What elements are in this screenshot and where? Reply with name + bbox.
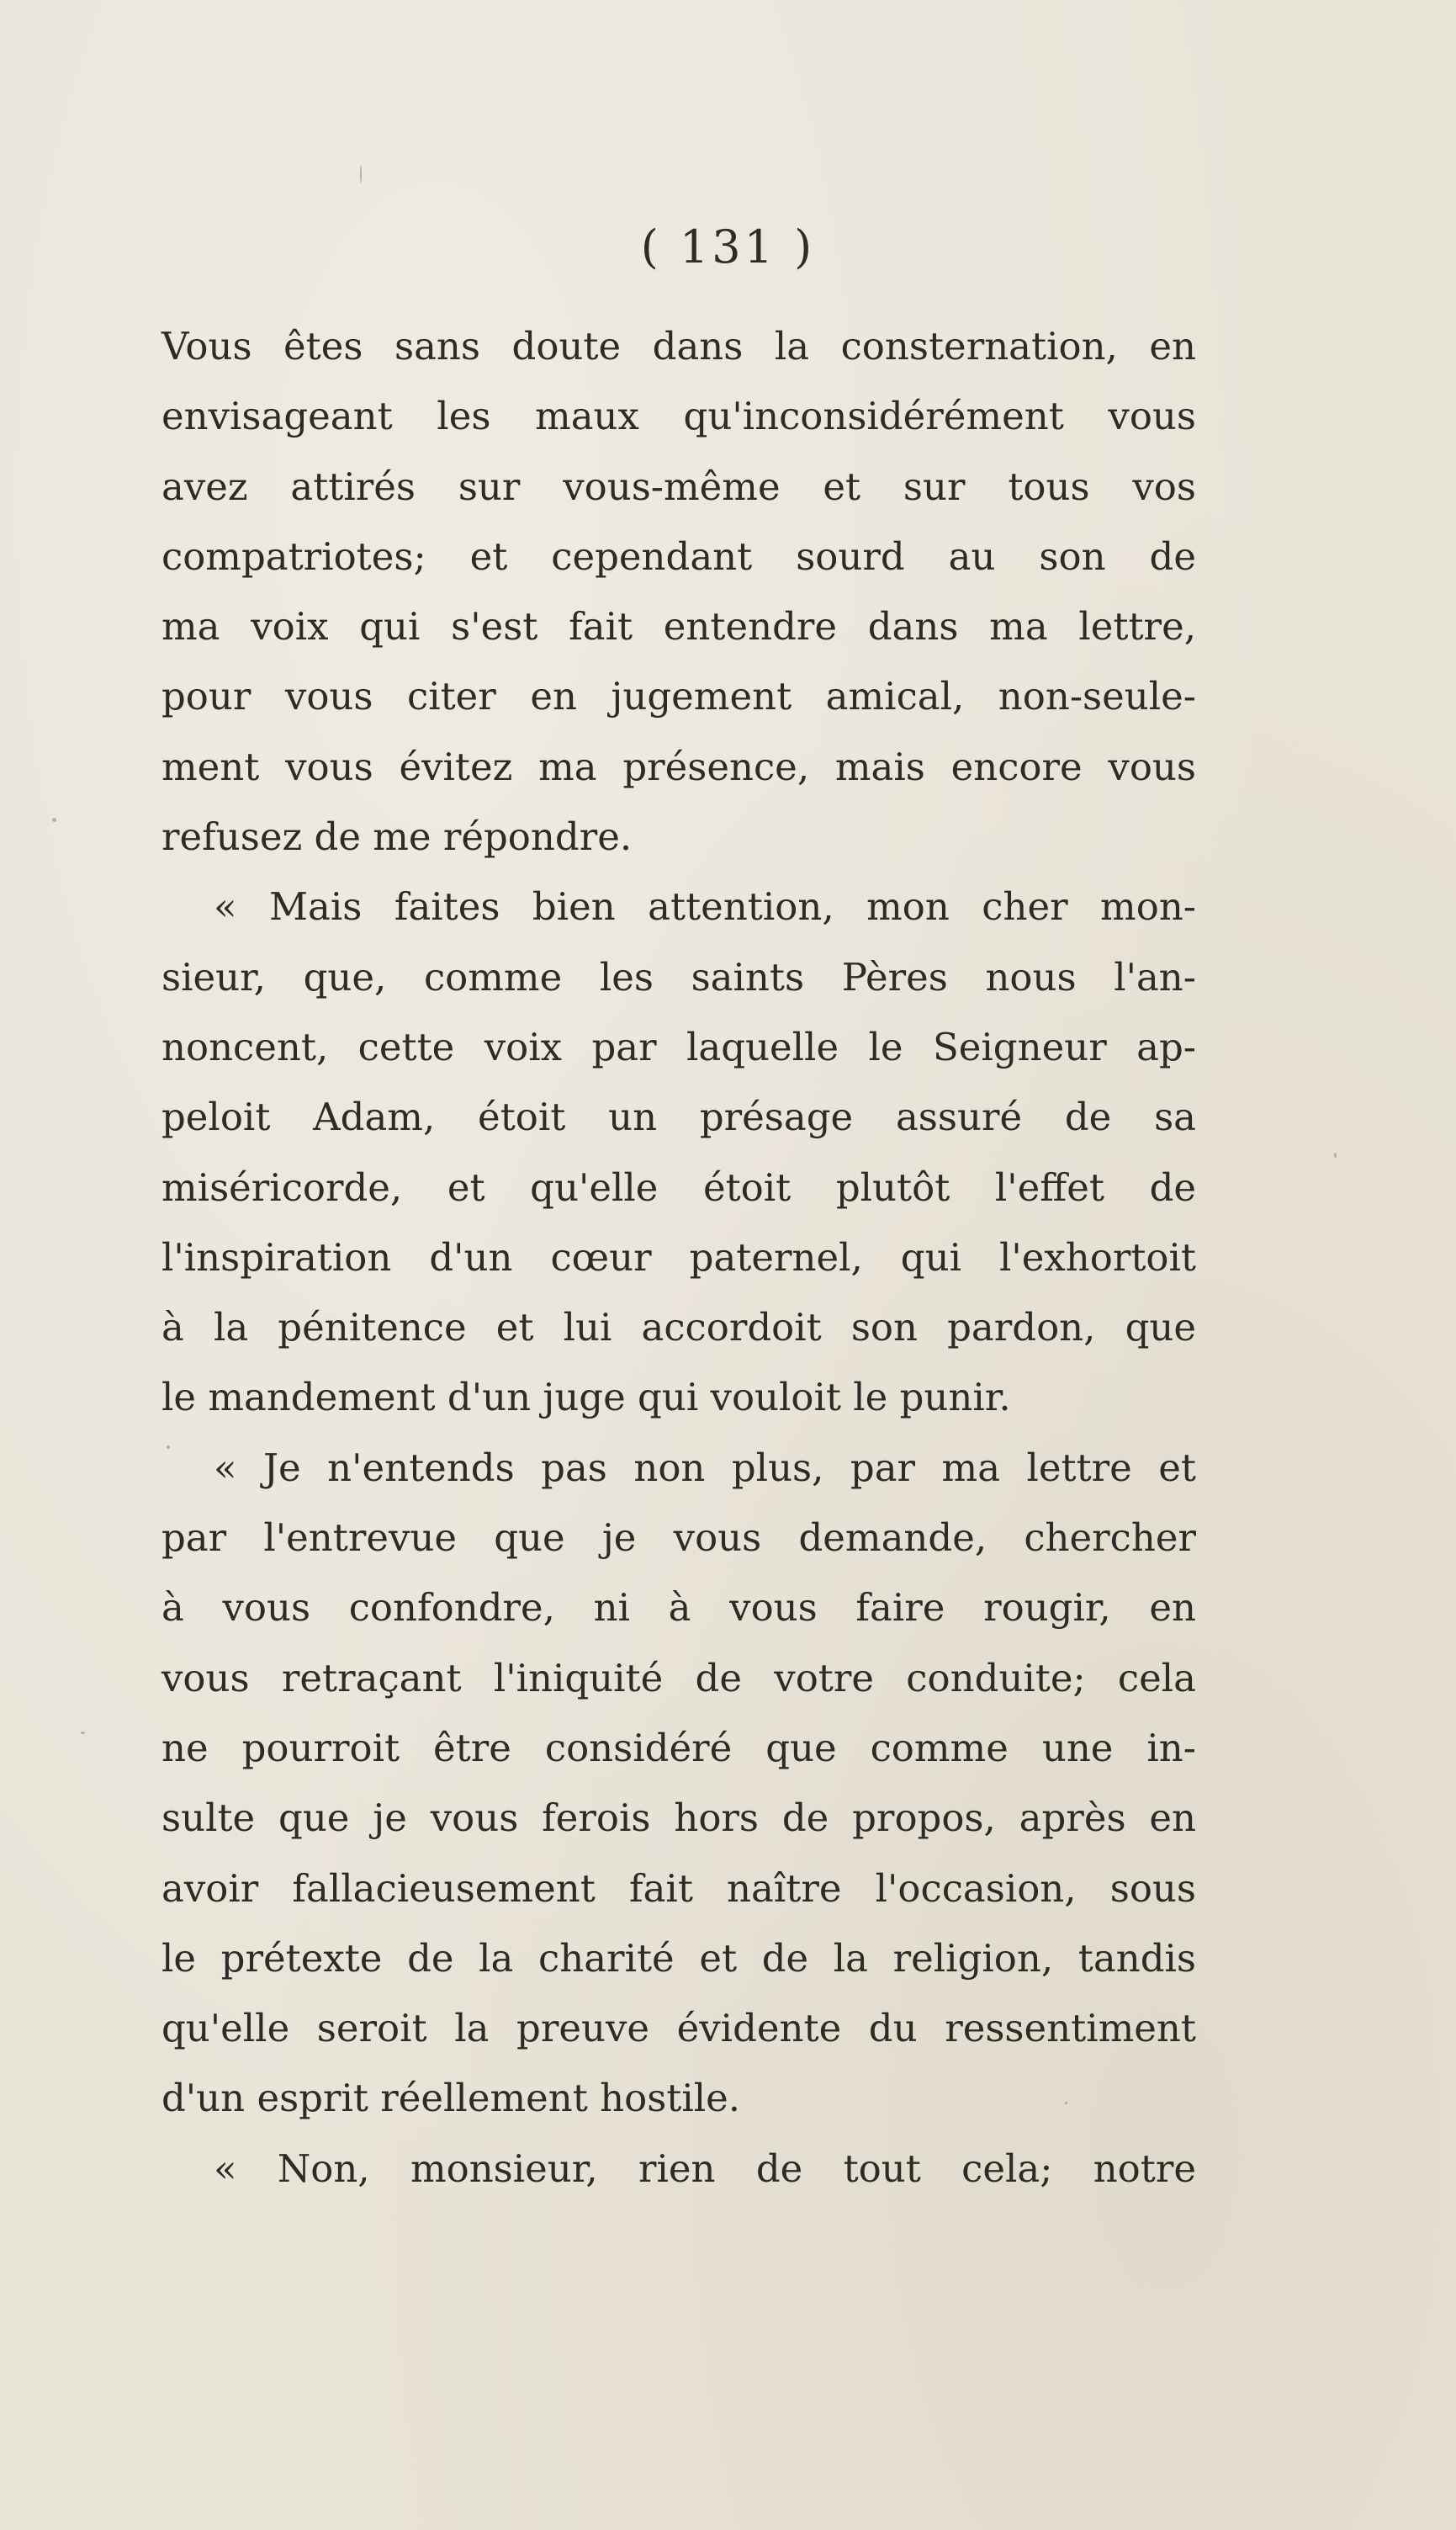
text-line: l'inspiration d'un cœur paternel, qui l'exhortoit	[161, 1234, 1196, 1280]
paper-speck	[1334, 1153, 1337, 1158]
text-line: pour vous citer en jugement amical, non-seule-	[161, 674, 1196, 719]
text-line: d'un esprit réellement hostile.	[161, 2076, 741, 2121]
paper-speck	[52, 818, 56, 822]
text-line: noncent, cette voix par laquelle le Seigneur ap-	[161, 1024, 1196, 1069]
text-line: ne pourroit être considéré que comme une in-	[161, 1725, 1196, 1770]
text-line: miséricorde, et qu'elle étoit plutôt l'effet de	[161, 1164, 1196, 1210]
text-line: à vous confondre, ni à vous faire rougir, en	[161, 1585, 1196, 1631]
text-line: vous retraçant l'iniquité de votre conduite; cela	[161, 1655, 1196, 1700]
text-line: Vous êtes sans doute dans la consternation, en	[161, 324, 1196, 369]
text-line: ma voix qui s'est fait entendre dans ma lettre,	[161, 604, 1196, 650]
text-line: avoir fallacieusement fait naître l'occasion, sous	[161, 1865, 1196, 1911]
paper-speck	[167, 1445, 170, 1449]
text-line: avez attirés sur vous-même et sur tous vos	[161, 464, 1196, 509]
text-line: « Non, monsieur, rien de tout cela; notre	[214, 2145, 1196, 2191]
body-text	[161, 311, 1196, 2204]
paper-speck	[81, 1732, 85, 1734]
text-line: envisageant les maux qu'inconsidérément vous	[161, 394, 1196, 439]
paper-speck	[1065, 2102, 1067, 2104]
text-line: le prétexte de la charité et de la religion, tandis	[161, 1935, 1196, 1981]
text-line: « Je n'entends pas non plus, par ma lettre et	[214, 1445, 1196, 1490]
text-line: à la pénitence et lui accordoit son pardon, que	[161, 1305, 1196, 1350]
text-line: sieur, que, comme les saints Pères nous l'an-	[161, 954, 1196, 1000]
text-line: compatriotes; et cependant sourd au son de	[161, 533, 1196, 579]
text-line: refusez de me répondre.	[161, 814, 633, 860]
text-line: par l'entrevue que je vous demande, chercher	[161, 1515, 1196, 1561]
paper-speck	[360, 165, 362, 183]
text-line: le mandement d'un juge qui vouloit le punir.	[161, 1375, 1011, 1420]
text-line: ment vous évitez ma présence, mais encore vous	[161, 744, 1196, 789]
page-number: ( 131 )	[640, 220, 816, 273]
text-line: qu'elle seroit la preuve évidente du ressentiment	[161, 2006, 1196, 2051]
text-line: sulte que je vous ferois hors de propos, après en	[161, 1795, 1196, 1841]
text-line: peloit Adam, étoit un présage assuré de sa	[161, 1095, 1196, 1140]
text-line: « Mais faites bien attention, mon cher mon-	[214, 884, 1196, 930]
